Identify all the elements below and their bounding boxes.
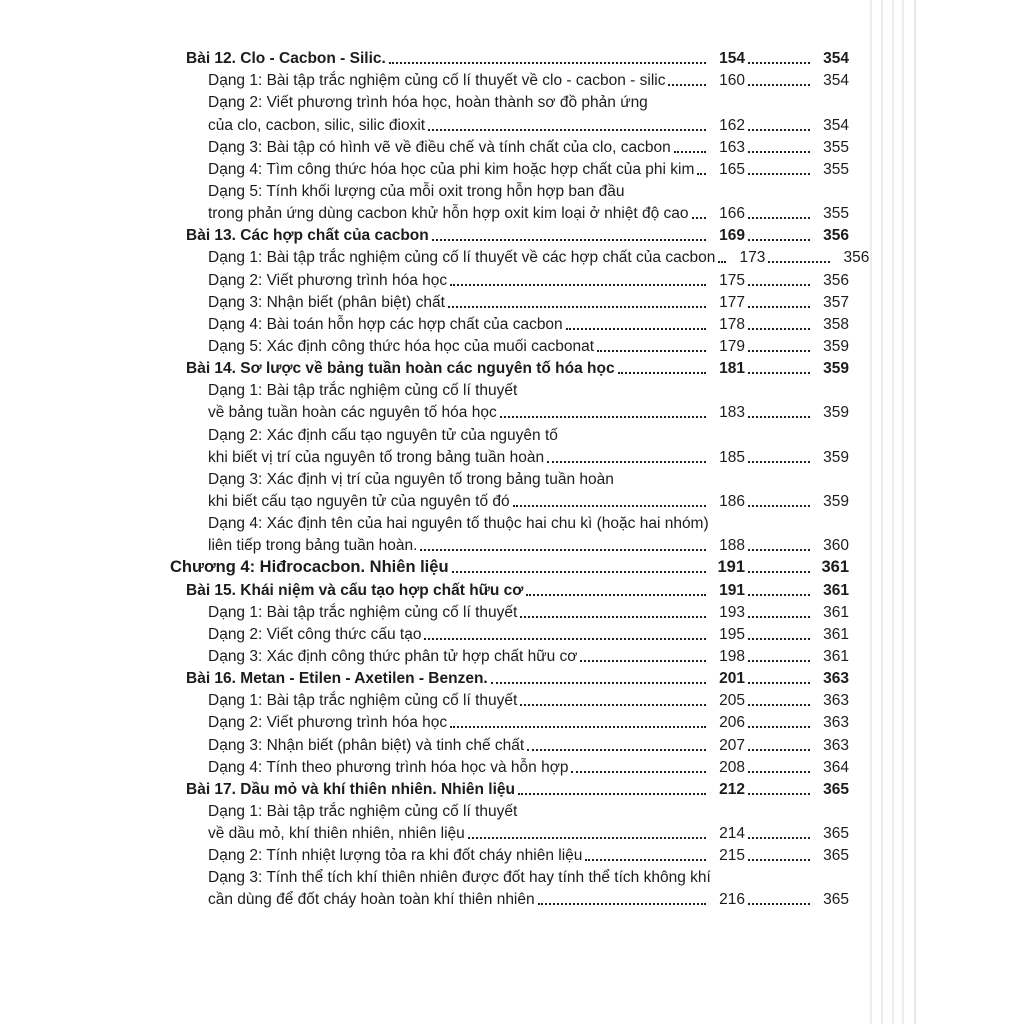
dot-leader — [748, 836, 810, 839]
dot-leader — [748, 637, 810, 640]
toc-entry-text: Dạng 4: Tìm công thức hóa học của phi kim hoặc hợp chất của phi kim — [208, 160, 695, 178]
page-number-primary: 166 — [719, 205, 745, 223]
page-number-primary: 208 — [719, 758, 745, 776]
dot-leader — [450, 725, 706, 728]
toc-entry-text: Dạng 4: Tính theo phương trình hóa học và hỗn hợp — [208, 758, 569, 776]
toc-entry-text: Dạng 3: Xác định vị trí của nguyên tố trong bảng tuần hoàn — [208, 470, 614, 488]
dot-leader — [748, 305, 810, 308]
page-number-primary: 186 — [719, 492, 745, 510]
page-number-primary: 178 — [719, 315, 745, 333]
toc-entry-text: Dạng 2: Xác định cấu tạo nguyên tử của nguyên tố — [208, 426, 558, 444]
toc-entry-text: Dạng 5: Tính khối lượng của mỗi oxit trong hỗn hợp ban đầu — [208, 182, 625, 200]
page-number-secondary: 356 — [823, 227, 849, 245]
page-number-primary: 185 — [719, 448, 745, 466]
dot-leader — [668, 83, 706, 86]
toc-entry-text: Dạng 1: Bài tập trắc nghiệm củng cố lí thuyết — [208, 802, 518, 820]
page-number-primary: 169 — [719, 227, 745, 245]
dot-leader — [748, 128, 810, 131]
page-edge-line — [914, 0, 916, 1024]
dot-leader — [748, 327, 810, 330]
dot-leader — [748, 659, 810, 662]
toc-entry-text: Dạng 4: Bài toán hỗn hợp các hợp chất của cacbon — [208, 315, 563, 333]
toc-chapter-row — [170, 555, 849, 577]
page-number-primary: 154 — [719, 50, 745, 68]
toc-item-row — [170, 688, 849, 710]
toc-item-row — [170, 400, 849, 422]
page-number-secondary: 361 — [823, 647, 849, 665]
toc-item-row — [170, 245, 870, 267]
toc-entry-text: Bài 17. Dầu mỏ và khí thiên nhiên. Nhiên liệu — [186, 780, 516, 798]
page-number-secondary: 365 — [823, 825, 849, 843]
page-number-primary: 191 — [719, 581, 745, 599]
toc-item-row — [170, 378, 849, 400]
dot-leader — [748, 61, 810, 64]
page-number-primary: 173 — [739, 249, 766, 267]
page-edge-line — [881, 0, 883, 1024]
toc-item-row — [170, 112, 849, 134]
dot-leader — [748, 238, 810, 241]
toc-lesson-row — [170, 777, 849, 799]
dot-leader — [428, 128, 706, 131]
toc-item-row — [170, 821, 849, 843]
toc-entry-text: Dạng 1: Bài tập trắc nghiệm củng cố lí thuyết — [208, 603, 518, 621]
dot-leader — [748, 725, 810, 728]
toc-item-row — [170, 290, 849, 312]
toc-item-row — [170, 622, 849, 644]
page-number-primary: 206 — [719, 714, 745, 732]
toc-entry-text: cần dùng để đốt cháy hoàn toàn khí thiên nhiên — [208, 891, 535, 909]
dot-leader — [566, 327, 706, 330]
toc-lesson-row — [170, 223, 849, 245]
toc-list — [170, 46, 870, 909]
toc-item-row — [170, 600, 849, 622]
toc-item-row — [170, 799, 849, 821]
page-number-secondary: 354 — [823, 116, 849, 134]
page-number-primary: 215 — [719, 847, 745, 865]
page-number-primary: 193 — [719, 603, 745, 621]
dot-leader — [748, 858, 810, 861]
page-number-primary: 179 — [719, 337, 745, 355]
toc-item-row — [170, 334, 849, 356]
toc-entry-text: Chương 4: Hiđrocacbon. Nhiên liệu — [170, 558, 449, 577]
page-number-secondary: 354 — [823, 72, 849, 90]
page-number-secondary: 361 — [821, 558, 849, 577]
dot-leader — [491, 681, 706, 684]
dot-leader — [748, 283, 810, 286]
page-number-secondary: 359 — [823, 404, 849, 422]
page-number-secondary: 361 — [823, 581, 849, 599]
dot-leader — [748, 216, 810, 219]
page-number-secondary: 359 — [823, 360, 849, 378]
toc-entry-text: Bài 16. Metan - Etilen - Axetilen - Benzen. — [186, 670, 488, 688]
dot-leader — [748, 792, 810, 795]
page-number-primary: 216 — [719, 891, 745, 909]
toc-item-row — [170, 511, 849, 533]
toc-entry-text: về dầu mỏ, khí thiên nhiên, nhiên liệu — [208, 825, 465, 843]
dot-leader — [748, 615, 810, 618]
dot-leader — [420, 548, 706, 551]
toc-item-row — [170, 312, 849, 334]
page-number-primary: 165 — [719, 160, 745, 178]
dot-leader — [571, 770, 706, 773]
toc-item-row — [170, 422, 849, 444]
page-number-secondary: 356 — [843, 249, 870, 267]
page-number-secondary: 354 — [823, 50, 849, 68]
dot-leader — [424, 637, 706, 640]
toc-lesson-row — [170, 577, 849, 599]
dot-leader — [580, 659, 706, 662]
page-edge-line — [870, 0, 872, 1024]
dot-leader — [748, 460, 810, 463]
page-number-secondary: 365 — [823, 891, 849, 909]
dot-leader — [748, 681, 810, 684]
toc-entry-text: Bài 12. Clo - Cacbon - Silic. — [186, 50, 386, 68]
dot-leader — [452, 570, 706, 573]
toc-item-row — [170, 843, 849, 865]
page-number-primary: 195 — [719, 625, 745, 643]
toc-entry-text: Dạng 2: Viết phương trình hóa học — [208, 714, 448, 732]
page-number-secondary: 363 — [823, 670, 849, 688]
dot-leader — [520, 615, 706, 618]
dot-leader — [389, 61, 706, 64]
toc-item-row — [170, 157, 849, 179]
page-number-primary: 163 — [719, 138, 745, 156]
toc-entry-text: Dạng 1: Bài tập trắc nghiệm củng cố lí thuyết về các hợp chất của cacbon — [208, 249, 716, 267]
toc-item-row — [170, 644, 849, 666]
toc-entry-text: Dạng 4: Xác định tên của hai nguyên tố thuộc hai chu kì (hoặc hai nhóm) — [208, 515, 709, 533]
toc-item-row — [170, 489, 849, 511]
page-number-primary: 201 — [719, 670, 745, 688]
dot-leader — [748, 748, 810, 751]
page-number-secondary: 363 — [823, 714, 849, 732]
dot-leader — [674, 150, 706, 153]
toc-item-row — [170, 467, 849, 489]
page-number-secondary: 359 — [823, 448, 849, 466]
page-number-primary: 191 — [717, 558, 745, 577]
page-number-secondary: 363 — [823, 692, 849, 710]
page-number-secondary: 357 — [823, 293, 849, 311]
toc-entry-text: Bài 13. Các hợp chất của cacbon — [186, 227, 429, 245]
dot-leader — [538, 902, 706, 905]
toc-entry-text: Dạng 2: Viết phương trình hóa học — [208, 271, 448, 289]
dot-leader — [547, 460, 706, 463]
dot-leader — [432, 238, 706, 241]
dot-leader — [697, 172, 706, 175]
dot-leader — [618, 371, 706, 374]
toc-item-row — [170, 865, 849, 887]
page-number-secondary: 359 — [823, 337, 849, 355]
dot-leader — [748, 548, 810, 551]
page-number-primary: 188 — [719, 537, 745, 555]
page-number-primary: 205 — [719, 692, 745, 710]
dot-leader — [748, 150, 810, 153]
dot-leader — [748, 902, 810, 905]
toc-entry-text: khi biết vị trí của nguyên tố trong bảng tuần hoàn — [208, 448, 545, 466]
dot-leader — [748, 593, 810, 596]
page-number-primary: 160 — [719, 72, 745, 90]
toc-lesson-row — [170, 46, 849, 68]
toc-entry-text: Dạng 3: Nhận biết (phân biệt) và tinh chế chất — [208, 736, 525, 754]
page-number-primary: 214 — [719, 825, 745, 843]
dot-leader — [597, 349, 706, 352]
toc-entry-text: Dạng 3: Bài tập có hình vẽ về điều chế và tính chất của clo, cacbon — [208, 138, 671, 156]
toc-entry-text: Dạng 2: Viết công thức cấu tạo — [208, 625, 422, 643]
page-number-secondary: 355 — [823, 160, 849, 178]
toc-entry-text: của clo, cacbon, silic, silic đioxit — [208, 116, 426, 134]
page-number-secondary: 359 — [823, 492, 849, 510]
page-number-primary: 162 — [719, 116, 745, 134]
dot-leader — [518, 792, 706, 795]
toc-entry-text: về bảng tuần hoàn các nguyên tố hóa học — [208, 404, 497, 422]
toc-entry-text: Bài 14. Sơ lược về bảng tuần hoàn các nguyên tố hóa học — [186, 360, 615, 378]
toc-entry-text: Dạng 5: Xác định công thức hóa học của muối cacbonat — [208, 337, 595, 355]
toc-item-row — [170, 710, 849, 732]
dot-leader — [468, 836, 706, 839]
page-number-primary: 175 — [719, 271, 745, 289]
page-number-secondary: 358 — [823, 315, 849, 333]
dot-leader — [585, 858, 706, 861]
dot-leader — [692, 216, 706, 219]
page-edge-line — [902, 0, 904, 1024]
page-number-secondary: 355 — [823, 205, 849, 223]
toc-item-row — [170, 201, 849, 223]
dot-leader — [718, 260, 726, 263]
toc-item-row — [170, 445, 849, 467]
toc-lesson-row — [170, 666, 849, 688]
dot-leader — [500, 415, 706, 418]
page-number-secondary: 356 — [823, 271, 849, 289]
page-number-secondary: 365 — [823, 780, 849, 798]
dot-leader — [748, 504, 810, 507]
dot-leader — [768, 260, 830, 263]
toc-entry-text: Dạng 1: Bài tập trắc nghiệm củng cố lí thuyết — [208, 692, 518, 710]
dot-leader — [513, 504, 706, 507]
toc-entry-text: khi biết cấu tạo nguyên tử của nguyên tố đó — [208, 492, 510, 510]
dot-leader — [748, 415, 810, 418]
dot-leader — [748, 83, 810, 86]
page-number-secondary: 365 — [823, 847, 849, 865]
page-number-primary: 207 — [719, 736, 745, 754]
toc-entry-text: Dạng 2: Viết phương trình hóa học, hoàn thành sơ đồ phản ứng — [208, 94, 648, 112]
dot-leader — [748, 172, 810, 175]
dot-leader — [448, 305, 706, 308]
toc-entry-text: liên tiếp trong bảng tuần hoàn. — [208, 537, 418, 555]
toc-entry-text: Dạng 3: Nhận biết (phân biệt) chất — [208, 293, 445, 311]
toc-item-row — [170, 732, 849, 754]
toc-item-row — [170, 179, 849, 201]
page-number-secondary: 363 — [823, 736, 849, 754]
toc-entry-text: Dạng 3: Tính thể tích khí thiên nhiên được đốt hay tính thể tích không khí — [208, 869, 711, 887]
toc-entry-text: Dạng 1: Bài tập trắc nghiệm củng cố lí thuyết về clo - cacbon - silic — [208, 72, 666, 90]
toc-item-row — [170, 887, 849, 909]
dot-leader — [520, 703, 706, 706]
toc-item-row — [170, 533, 849, 555]
page-number-primary: 181 — [719, 360, 745, 378]
page-number-secondary: 364 — [823, 758, 849, 776]
toc-lesson-row — [170, 356, 849, 378]
toc-item-row — [170, 755, 849, 777]
dot-leader — [526, 593, 706, 596]
toc-item-row — [170, 68, 849, 90]
toc-item-row — [170, 135, 849, 157]
dot-leader — [527, 748, 706, 751]
toc-entry-text: Dạng 3: Xác định công thức phân tử hợp chất hữu cơ — [208, 647, 578, 665]
toc-entry-text: Dạng 1: Bài tập trắc nghiệm củng cố lí thuyết — [208, 382, 518, 400]
dot-leader — [748, 349, 810, 352]
dot-leader — [450, 283, 706, 286]
page-number-secondary: 361 — [823, 603, 849, 621]
toc-item-row — [170, 267, 849, 289]
page-number-secondary: 355 — [823, 138, 849, 156]
dot-leader — [748, 703, 810, 706]
toc-entry-text: Dạng 2: Tính nhiệt lượng tỏa ra khi đốt cháy nhiên liệu — [208, 847, 583, 865]
page-number-primary: 177 — [719, 293, 745, 311]
dot-leader — [748, 570, 810, 573]
page-number-primary: 183 — [719, 404, 745, 422]
toc-entry-text: Bài 15. Khái niệm và cấu tạo hợp chất hữu cơ — [186, 581, 524, 599]
dot-leader — [748, 770, 810, 773]
page-number-primary: 198 — [719, 647, 745, 665]
toc-item-row — [170, 90, 849, 112]
dot-leader — [748, 371, 810, 374]
page-number-secondary: 361 — [823, 625, 849, 643]
page-number-secondary: 360 — [823, 537, 849, 555]
page-number-primary: 212 — [719, 780, 745, 798]
page-edge-line — [892, 0, 894, 1024]
toc-entry-text: trong phản ứng dùng cacbon khử hỗn hợp oxit kim loại ở nhiệt độ cao — [208, 205, 689, 223]
